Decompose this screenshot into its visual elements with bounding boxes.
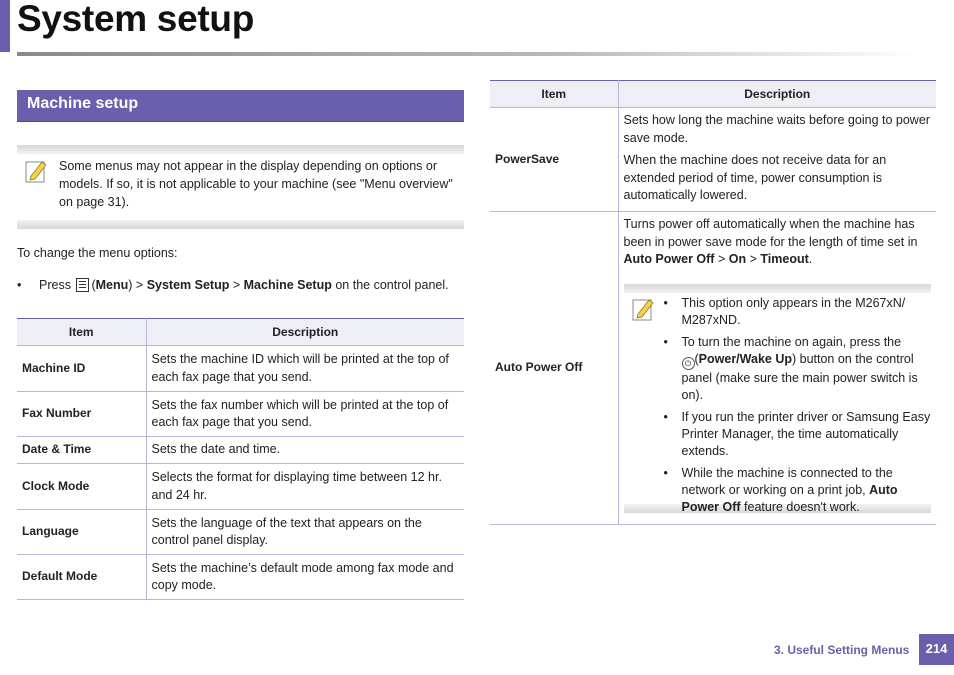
period: . — [808, 252, 813, 266]
instruction-tail: on the control panel. — [335, 278, 449, 292]
table-header-row — [17, 319, 464, 346]
table-row — [17, 392, 464, 437]
col-header-item: Item — [490, 81, 618, 108]
auto-power-off-label: Auto Power Off — [681, 483, 898, 514]
note-box — [17, 145, 464, 229]
note-item-text: ) button on the control panel (make sure the main power switch is on). — [681, 352, 918, 402]
table-row — [490, 108, 936, 212]
menu-path-timeout: Timeout — [760, 252, 809, 266]
title-rule — [17, 52, 917, 56]
row-item: Fax Number — [17, 392, 146, 437]
title-accent-bar — [0, 0, 10, 52]
row-description: Sets the machine ID which will be printed at the top of each fax page that you send. — [146, 346, 464, 392]
row-description: Sets the machine’s default mode among fax mode and copy mode. — [146, 555, 464, 600]
table-row — [490, 212, 936, 525]
col-header-description: Description — [618, 81, 936, 108]
instruction-press: Press — [39, 278, 71, 292]
power-wake-up-label: Power/Wake Up — [698, 352, 792, 366]
page-number: 214 — [919, 634, 954, 665]
row-description: Sets the language of the text that appears on the control panel display. — [146, 510, 464, 555]
note-item-text: While the machine is connected to the network or working on a print job, — [681, 466, 893, 497]
intro-text: To change the menu options: — [17, 246, 178, 260]
note-pencil-icon — [632, 296, 656, 322]
menu-icon — [76, 278, 89, 292]
machine-setup-label: Machine Setup — [243, 278, 332, 292]
note-list — [664, 295, 932, 521]
table-row — [17, 510, 464, 555]
power-icon: ⏻ — [682, 357, 695, 370]
powersave-desc-1: Sets how long the machine waits before going to power save mode. — [623, 113, 930, 145]
note-box — [624, 284, 931, 513]
menu-path-on: On — [728, 252, 747, 266]
table-header-row — [490, 81, 936, 108]
col-header-description: Description — [146, 319, 464, 346]
separator: > — [717, 252, 726, 266]
note-pencil-icon — [25, 158, 49, 184]
note-item — [664, 465, 932, 516]
auto-power-off-desc — [624, 216, 932, 286]
table-row — [17, 464, 464, 510]
col-header-item: Item — [17, 319, 146, 346]
menu-path-auto-power-off: Auto Power Off — [623, 252, 715, 266]
row-item: Auto Power Off — [490, 212, 618, 525]
row-item: Machine ID — [17, 346, 146, 392]
system-setup-label: System Setup — [146, 278, 230, 292]
row-description: Sets the fax number which will be printed at the top of each fax page that you send. — [146, 392, 464, 437]
table-row — [17, 437, 464, 464]
powersave-desc-2: When the machine does not receive data for an extended period of time, power consumption is automatically lowered. — [623, 153, 887, 202]
note-item-text: feature doesn't work. — [744, 500, 860, 514]
row-item: Clock Mode — [17, 464, 146, 510]
power-settings-table — [490, 80, 936, 525]
section-title: Machine setup — [27, 95, 139, 112]
separator: > — [232, 278, 241, 292]
row-item: Date & Time — [17, 437, 146, 464]
note-item — [664, 409, 932, 460]
row-item: Language — [17, 510, 146, 555]
note-text: Some menus may not appear in the display depending on options or models. If so, it is not applicable to your machine (see "Menu overview" on page 31). — [59, 159, 453, 209]
table-row — [17, 346, 464, 392]
desc-text: Turns power off automatically when the machine has been in power save mode for the length of time set in — [623, 217, 918, 249]
note-item — [664, 295, 932, 329]
row-description: Selects the format for displaying time between 12 hr. and 24 hr. — [146, 464, 464, 510]
note-item: • To turn the machine on again, press the ⏻ (Power/Wake Up) button on the control panel (make sure the main power switch is on). — [664, 334, 932, 404]
separator: > — [135, 278, 144, 292]
footer-chapter: 3. Useful Setting Menus — [774, 643, 910, 657]
row-description — [618, 212, 936, 525]
table-row — [17, 555, 464, 600]
row-item: PowerSave — [490, 108, 618, 212]
menu-label: Menu — [95, 278, 129, 292]
note-item-text: If you run the printer driver or Samsung Easy Printer Manager, the time automatically extends. — [681, 410, 931, 458]
row-item: Default Mode — [17, 555, 146, 600]
note-item-text: To turn the machine on again, press the — [681, 335, 902, 349]
note-item-text: This option only appears in the M267xN/ M287xND. — [681, 296, 906, 327]
separator: > — [749, 252, 757, 266]
row-description: Sets the date and time. — [146, 437, 464, 464]
page-title: System setup — [17, 0, 254, 39]
machine-setup-table — [17, 318, 464, 600]
row-description — [618, 108, 936, 212]
